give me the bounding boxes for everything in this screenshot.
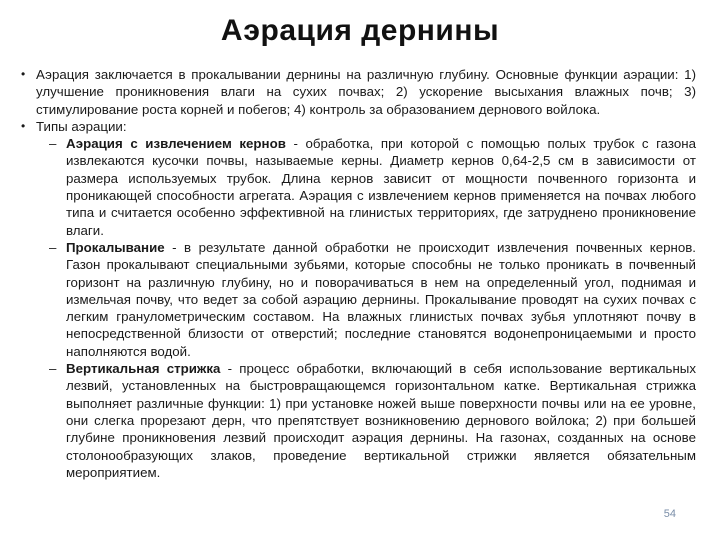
aeration-type-term: Аэрация с извлечением кернов <box>66 136 286 152</box>
dash-marker: – <box>49 239 57 255</box>
aeration-type-term: Вертикальная стрижка <box>66 361 221 377</box>
aeration-type-description: - процесс обработки, включающий в себя использование вертикальных лезвий, установленных на быстровращающемся горизонтальном катке. Вертикальная стрижка выполняет различные функции: 1) при установке ножей выше поверхности почвы или на ее уровне, они слегка прорезают дерн, что препятствует возникновению дернового войлока; 2) при большей глубине проникновения лезвий происходит аэрация дернины. На газонах, созданных на основе столонообразующих злаков, проведение вертикальной стрижки является обязательным мероприятием. <box>66 361 696 480</box>
aeration-type-description: - обработка, при которой с помощью полых трубок с газона извлекаются кусочки почвы, называемые керны. Диаметр кернов 0,64-2,5 см в зависимости от размера используемых трубок. Длина кернов зависит от мощности почвенного горизонта и проникающей способности агрегата. Аэрация с извлечением кернов применяется на почвах любого типа и считается особенно эффективной на глинистых территориях, где затруднено проникновение влаги. <box>66 136 696 238</box>
aeration-type-item <box>20 135 696 239</box>
bullet-item <box>20 66 696 118</box>
bullet-marker: • <box>21 118 26 133</box>
aeration-type-item <box>20 360 696 481</box>
bullet-text: Аэрация заключается в прокалывании дернины на различную глубину. Основные функции аэрации: 1) улучшение проникновения влаги на сухих почвах; 2) ускорение высыхания влажных почв; 3) стимулирование роста корней и побегов; 4) контроль за образованием дернового войлока. <box>36 67 696 117</box>
aeration-type-item <box>20 239 696 360</box>
page-number: 54 <box>663 508 676 520</box>
slide-content <box>20 66 696 481</box>
aeration-type-description: - в результате данной обработки не происходит извлечения почвенных кернов. Газон прокалывают специальными зубьями, которые способны не только проникать в почвенный горизонт на различную глубину, но и поворачиваться в нем на определенный угол, поднимая и измельчая почву, что ведет за собой аэрацию дернины. Прокалывание проводят на сухих почвах с легким гранулометрическим составом. На влажных глинистых почвах зубья уплотняют почву в непосредственной близости от отверстий; последние становятся водонепроницаемыми и просто наполняются водой. <box>66 239 696 359</box>
slide-title: Аэрация дернины <box>220 14 500 47</box>
bullet-marker: • <box>21 67 26 81</box>
dash-marker: – <box>49 136 57 152</box>
aeration-type-term: Прокалывание <box>66 239 165 255</box>
bullet-item <box>20 118 696 135</box>
bullet-text: Типы аэрации: <box>36 118 127 134</box>
dash-marker: – <box>49 361 57 377</box>
